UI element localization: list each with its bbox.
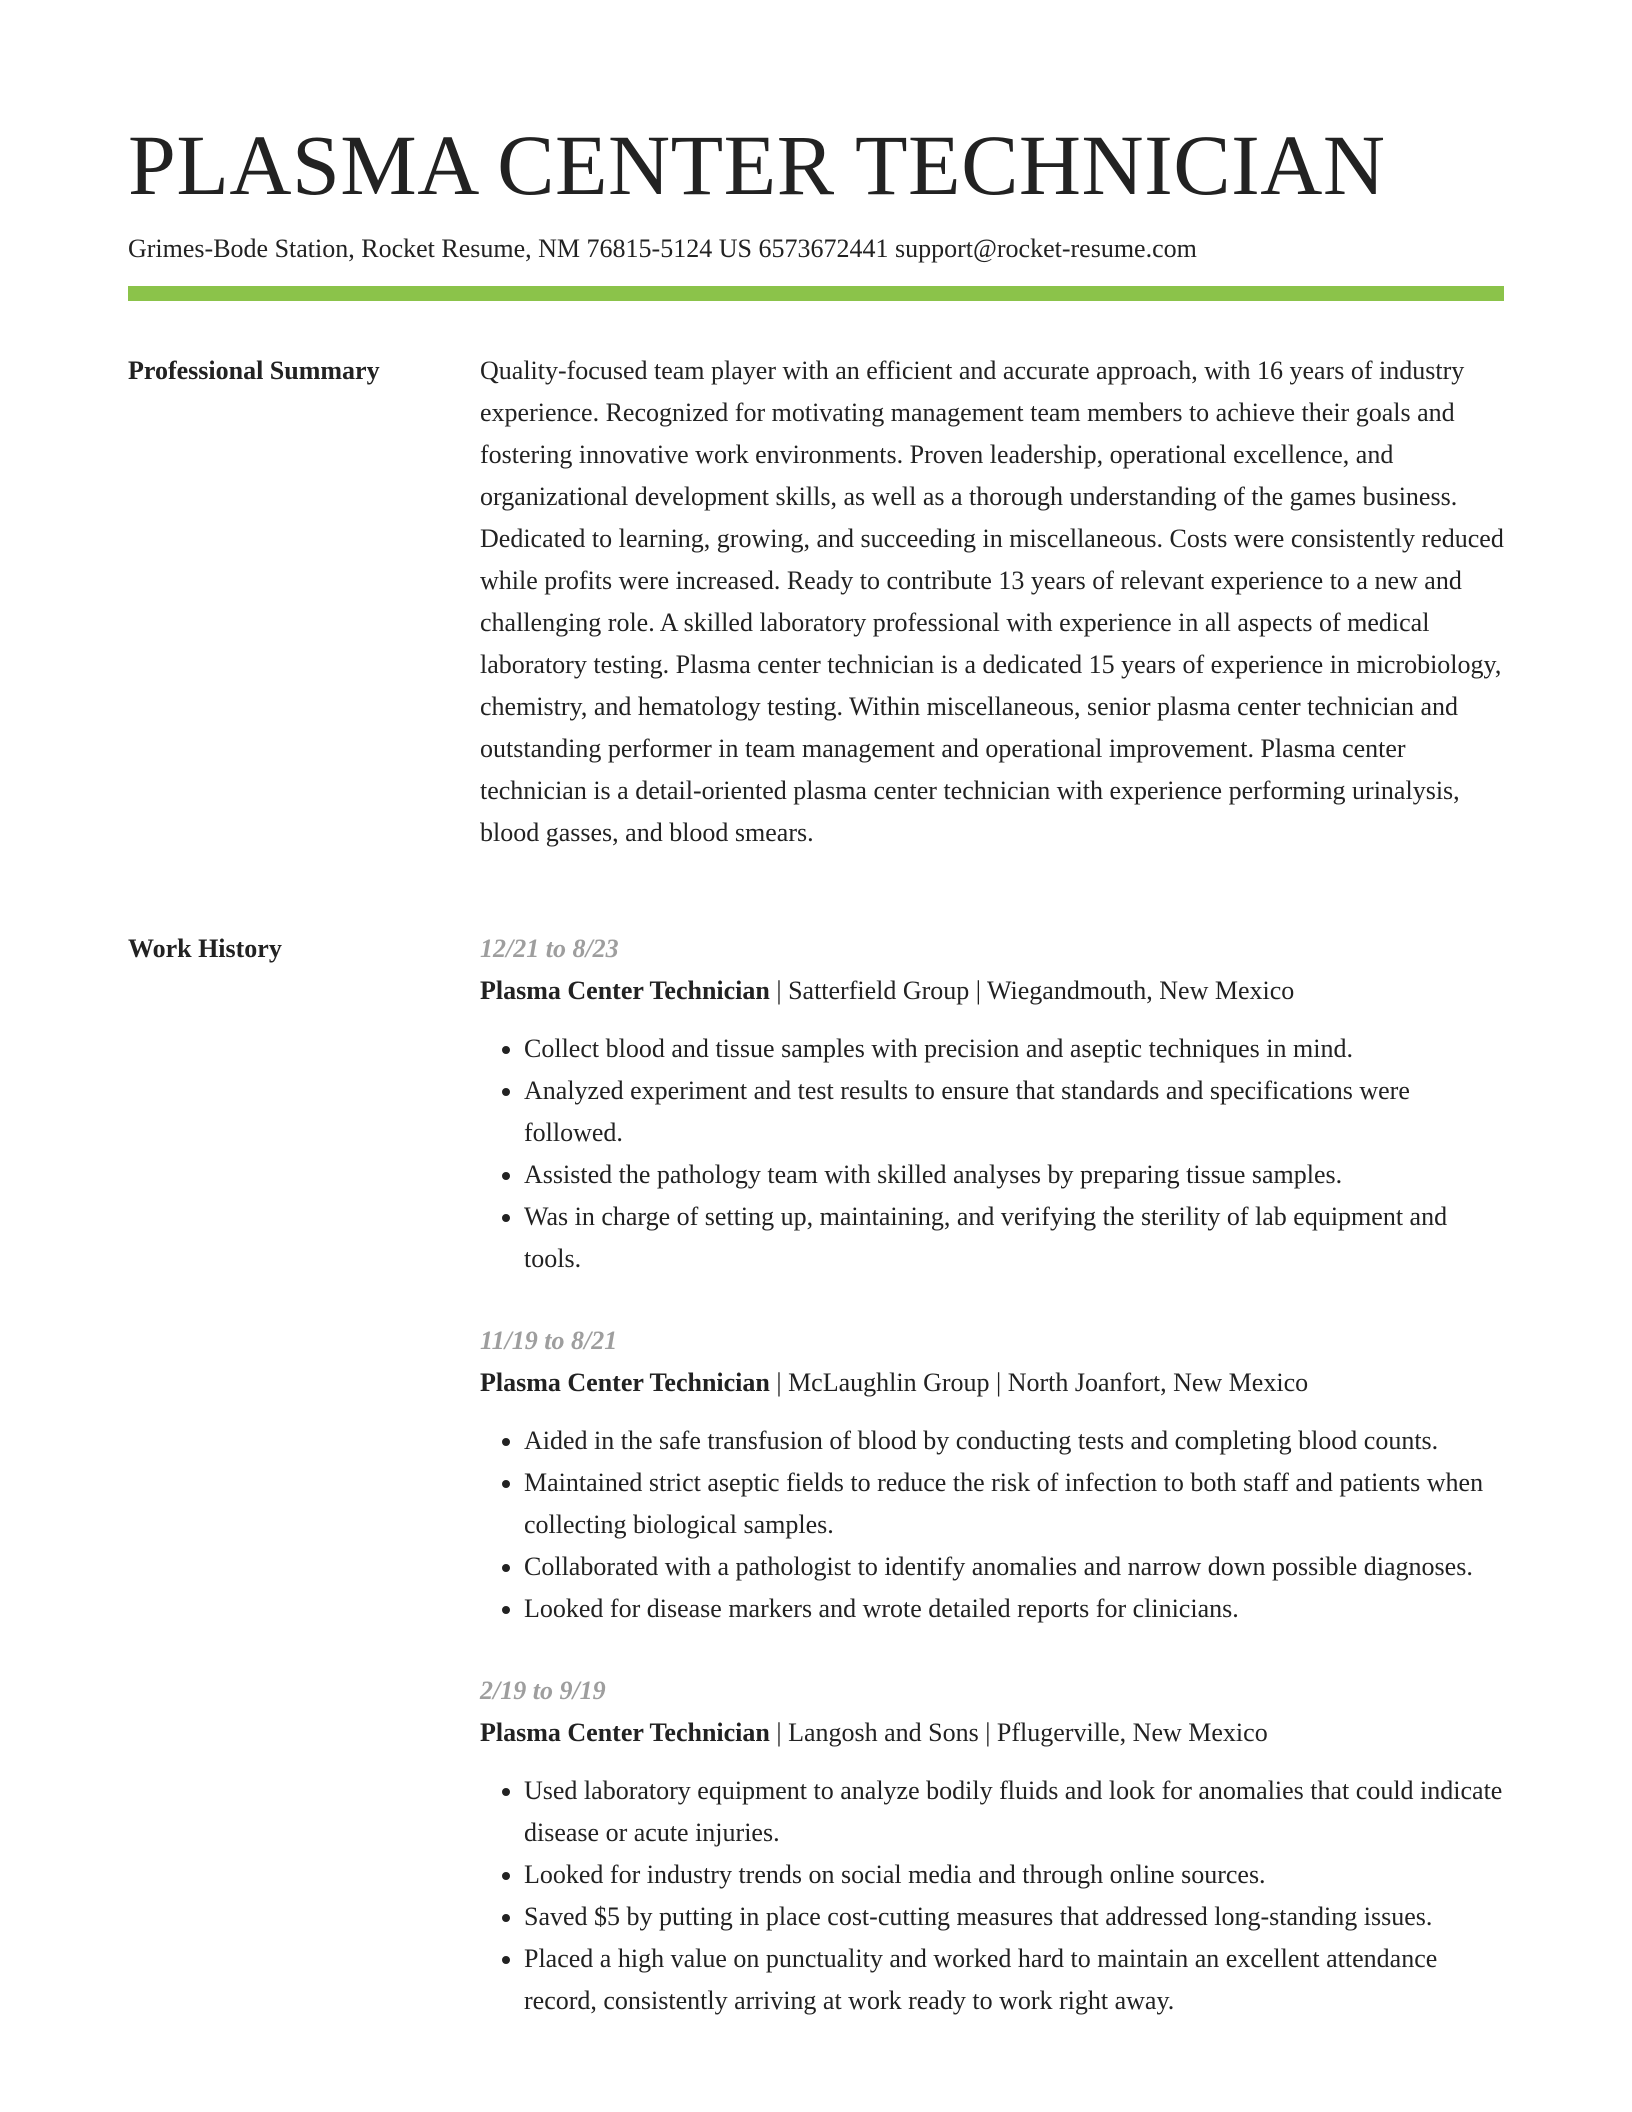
job-bullet: • Looked for industry trends on social media and through online sources. xyxy=(524,1854,1504,1896)
contact-line: Grimes-Bode Station, Rocket Resume, NM 76815-5124 US 6573672441 support@rocket-resume.com xyxy=(128,234,1197,263)
job-bullet-list xyxy=(480,1420,1504,1630)
job-employer-location: | McLaughlin Group | North Joanfort, New Mexico xyxy=(769,1368,1309,1397)
job-bullet: • Used laboratory equipment to analyze bodily fluids and look for anomalies that could indicate disease or acute injuries. xyxy=(524,1770,1504,1854)
job-bullet: • Aided in the safe transfusion of blood by conducting tests and completing blood counts. xyxy=(524,1420,1504,1462)
job-bullet: • Assisted the pathology team with skilled analyses by preparing tissue samples. xyxy=(524,1154,1504,1196)
job-heading xyxy=(480,1362,1504,1404)
job-bullet: • Looked for disease markers and wrote detailed reports for clinicians. xyxy=(524,1588,1504,1630)
job-title: Plasma Center Technician xyxy=(480,1368,770,1397)
job-bullet: • Collect blood and tissue samples with precision and aseptic techniques in mind. xyxy=(524,1028,1504,1070)
summary-text: Quality-focused team player with an efficient and accurate approach, with 16 years of industry experience. Recognized for motivating management team members to achieve their goals and fostering innovative work environments. Proven leadership, operational excellence, and organizational development skills, as well as a thorough understanding of the games business. Dedicated to learning, growing, and succeeding in miscellaneous. Costs were consistently reduced while profits were increased. Ready to contribute 13 years of relevant experience to a new and challenging role. A skilled laboratory professional with experience in all aspects of medical laboratory testing. Plasma center technician is a dedicated 15 years of experience in microbiology, chemistry, and hematology testing. Within miscellaneous, senior plasma center technician and outstanding performer in team management and operational improvement. Plasma center technician is a detail-oriented plasma center technician with experience performing urinalysis, blood gasses, and blood smears. xyxy=(480,356,1504,847)
job-bullet: • Analyzed experiment and test results to ensure that standards and specifications were followed. xyxy=(524,1070,1504,1154)
section-label-professional-summary: Professional Summary xyxy=(128,356,380,385)
header-divider xyxy=(128,286,1504,301)
job-heading xyxy=(480,970,1504,1012)
job-title: Plasma Center Technician xyxy=(480,1718,770,1747)
job-entry xyxy=(480,1320,1504,1630)
job-bullet: • Maintained strict aseptic fields to reduce the risk of infection to both staff and patients when collecting biological samples. xyxy=(524,1462,1504,1546)
job-bullet: • Was in charge of setting up, maintaining, and verifying the sterility of lab equipment and tools. xyxy=(524,1196,1504,1280)
job-bullet: • Collaborated with a pathologist to identify anomalies and narrow down possible diagnoses. xyxy=(524,1546,1504,1588)
job-employer-location: | Satterfield Group | Wiegandmouth, New Mexico xyxy=(769,976,1295,1005)
job-heading xyxy=(480,1712,1504,1754)
job-bullet: • Saved $5 by putting in place cost-cutting measures that addressed long-standing issues. xyxy=(524,1896,1504,1938)
job-dates: 11/19 to 8/21 xyxy=(480,1326,618,1355)
job-bullet: • Placed a high value on punctuality and worked hard to maintain an excellent attendance record, consistently arriving at work ready to work right away. xyxy=(524,1938,1504,2022)
work-history-body xyxy=(480,928,1504,2062)
resume-name-heading: PLASMA CENTER TECHNICIAN xyxy=(128,117,1386,213)
job-entry xyxy=(480,928,1504,1280)
job-bullet-list xyxy=(480,1028,1504,1280)
job-dates: 12/21 to 8/23 xyxy=(480,934,619,963)
job-dates: 2/19 to 9/19 xyxy=(480,1676,606,1705)
section-label-work-history: Work History xyxy=(128,934,282,963)
summary-body xyxy=(480,350,1504,854)
job-bullet-list xyxy=(480,1770,1504,2022)
job-title: Plasma Center Technician xyxy=(480,976,770,1005)
job-employer-location: | Langosh and Sons | Pflugerville, New Mexico xyxy=(769,1718,1268,1747)
job-entry xyxy=(480,1670,1504,2022)
